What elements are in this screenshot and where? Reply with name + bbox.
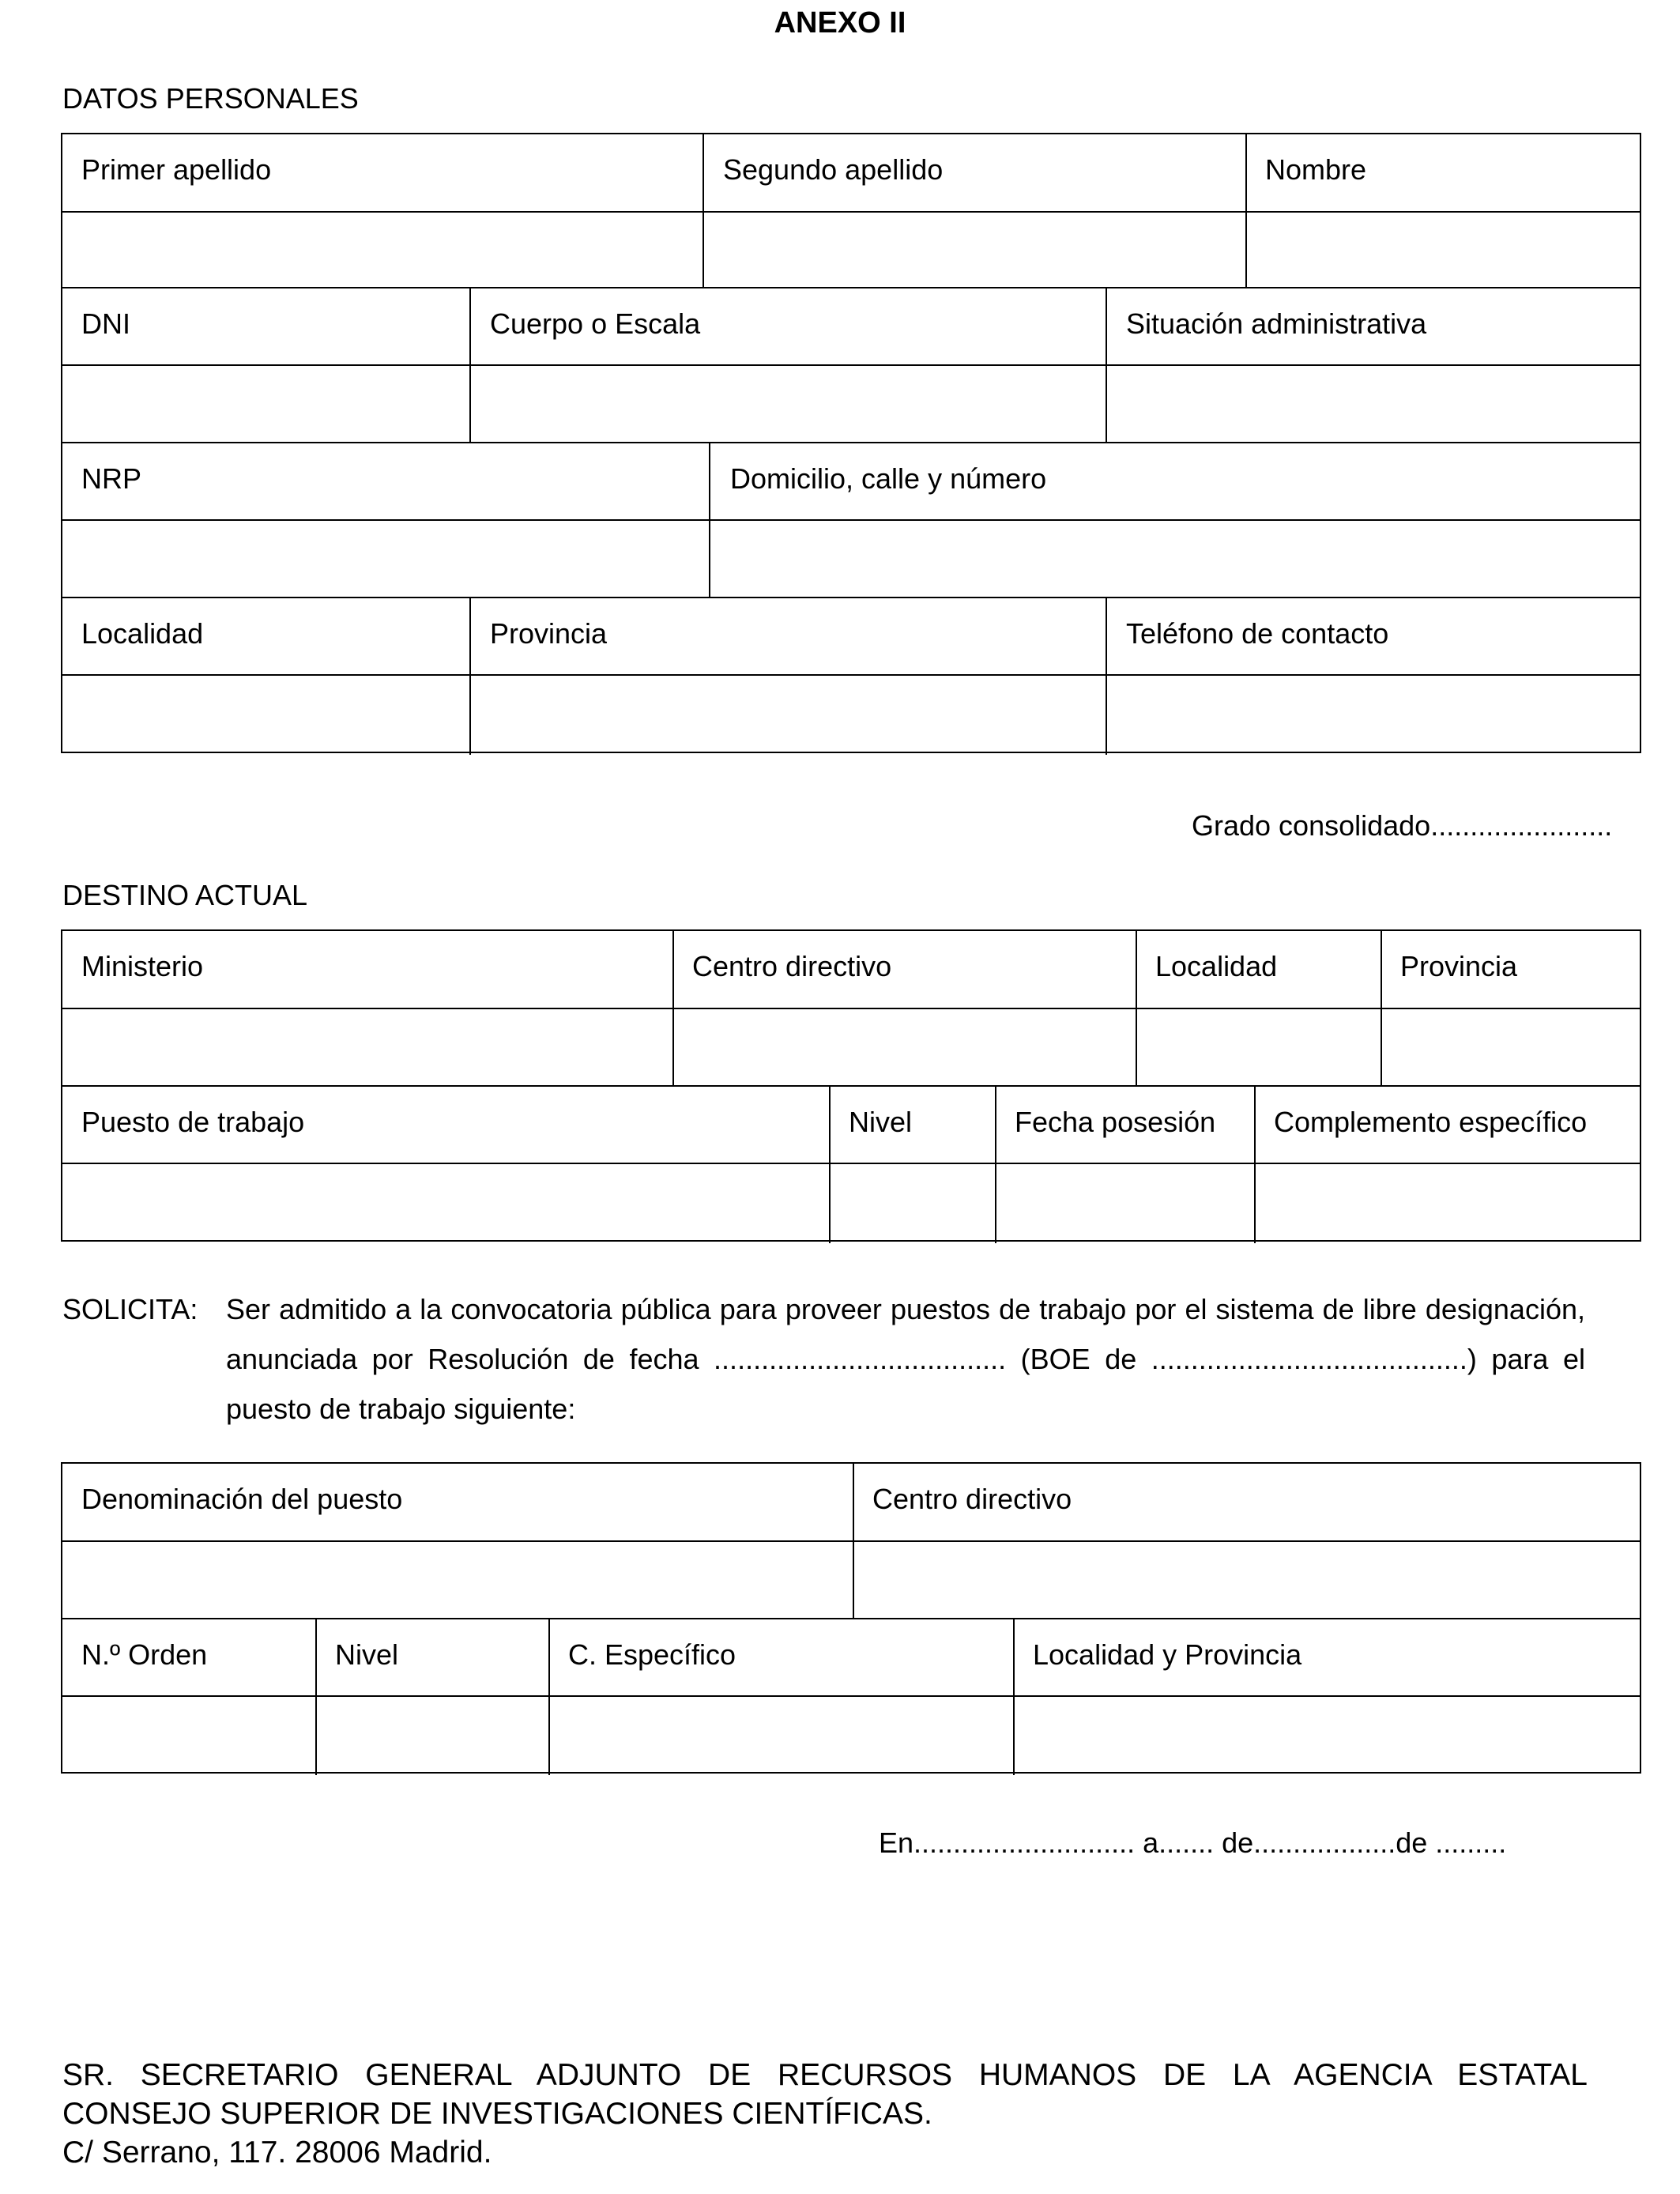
fecha-posesion-field[interactable] <box>1003 1170 1251 1238</box>
label-complemento-especifico: Complemento específico <box>1274 1106 1588 1138</box>
label-puesto-nivel: Nivel <box>335 1638 399 1671</box>
solicita-line-1: Ser admitido a la convocatoria pública para proveer puestos de trabajo por el sistema de libre designación, <box>226 1293 1585 1325</box>
nrp-field[interactable] <box>70 526 706 593</box>
puesto-trabajo-field[interactable] <box>70 1170 824 1238</box>
situacion-administrativa-field[interactable] <box>1113 371 1638 438</box>
label-ministerio: Ministerio <box>81 950 204 982</box>
numero-orden-field[interactable] <box>70 1702 311 1770</box>
destinatario-address: C/ Serrano, 117. 28006 Madrid. <box>62 2136 492 2169</box>
label-destino-localidad: Localidad <box>1155 950 1278 982</box>
page-title: ANEXO II <box>774 6 906 40</box>
label-c-especifico: C. Específico <box>568 1638 736 1671</box>
personal-data-table <box>61 133 1641 753</box>
destino-actual-table <box>61 929 1641 1242</box>
destino-provincia-field[interactable] <box>1388 1013 1637 1081</box>
complemento-especifico-field[interactable] <box>1262 1170 1637 1238</box>
destinatario-line-2: CONSEJO SUPERIOR DE INVESTIGACIONES CIENTÍFICAS. <box>62 2097 932 2131</box>
label-puesto-trabajo: Puesto de trabajo <box>81 1106 305 1138</box>
puesto-centro-directivo-field[interactable] <box>861 1546 1638 1614</box>
label-provincia: Provincia <box>490 617 608 650</box>
label-cuerpo-escala: Cuerpo o Escala <box>490 307 701 340</box>
nombre-field[interactable] <box>1252 217 1635 283</box>
label-denominacion-puesto: Denominación del puesto <box>81 1483 403 1515</box>
label-primer-apellido: Primer apellido <box>81 153 272 186</box>
segundo-apellido-field[interactable] <box>710 217 1243 283</box>
label-domicilio: Domicilio, calle y número <box>730 462 1047 495</box>
label-nombre: Nombre <box>1265 153 1367 186</box>
destinatario-line-1: SR. SECRETARIO GENERAL ADJUNTO DE RECURSOS HUMANOS DE LA AGENCIA ESTATAL <box>62 2058 1588 2092</box>
centro-directivo-field[interactable] <box>680 1013 1132 1081</box>
label-fecha-posesion: Fecha posesión <box>1015 1106 1216 1138</box>
label-dni: DNI <box>81 307 130 340</box>
cuerpo-escala-field[interactable] <box>477 371 1101 438</box>
localidad-field[interactable] <box>70 681 465 748</box>
solicita-line-2: anunciada por Resolución de fecha ..................................... (BOE de ........................................) para el <box>226 1343 1585 1375</box>
ministerio-field[interactable] <box>70 1013 668 1081</box>
solicita-label: SOLICITA: <box>62 1293 198 1325</box>
c-especifico-field[interactable] <box>556 1702 1010 1770</box>
nivel-field[interactable] <box>837 1170 992 1238</box>
primer-apellido-field[interactable] <box>70 217 698 283</box>
provincia-field[interactable] <box>477 681 1101 748</box>
label-numero-orden: N.º Orden <box>81 1638 208 1671</box>
domicilio-field[interactable] <box>717 526 1637 593</box>
lugar-fecha-line: En............................ a....... de..................de ......... <box>879 1826 1507 1859</box>
label-telefono: Teléfono de contacto <box>1126 617 1389 650</box>
grado-consolidado: Grado consolidado....................... <box>1192 809 1613 842</box>
label-nivel: Nivel <box>849 1106 913 1138</box>
label-segundo-apellido: Segundo apellido <box>723 153 944 186</box>
personal-data-heading: DATOS PERSONALES <box>62 82 359 115</box>
puesto-nivel-field[interactable] <box>323 1702 545 1770</box>
solicita-line-3: puesto de trabajo siguiente: <box>226 1393 576 1425</box>
label-centro-directivo: Centro directivo <box>692 950 892 982</box>
label-localidad-provincia: Localidad y Provincia <box>1033 1638 1302 1671</box>
label-localidad: Localidad <box>81 617 204 650</box>
localidad-provincia-field[interactable] <box>1021 1702 1638 1770</box>
label-puesto-centro-directivo: Centro directivo <box>872 1483 1072 1515</box>
denominacion-puesto-field[interactable] <box>70 1546 848 1614</box>
label-destino-provincia: Provincia <box>1400 950 1518 982</box>
label-situacion-administrativa: Situación administrativa <box>1126 307 1427 340</box>
destino-localidad-field[interactable] <box>1143 1013 1377 1081</box>
puesto-solicitado-table <box>61 1462 1641 1774</box>
label-nrp: NRP <box>81 462 142 495</box>
destino-actual-heading: DESTINO ACTUAL <box>62 879 308 911</box>
telefono-field[interactable] <box>1113 681 1638 748</box>
dni-field[interactable] <box>70 371 465 438</box>
